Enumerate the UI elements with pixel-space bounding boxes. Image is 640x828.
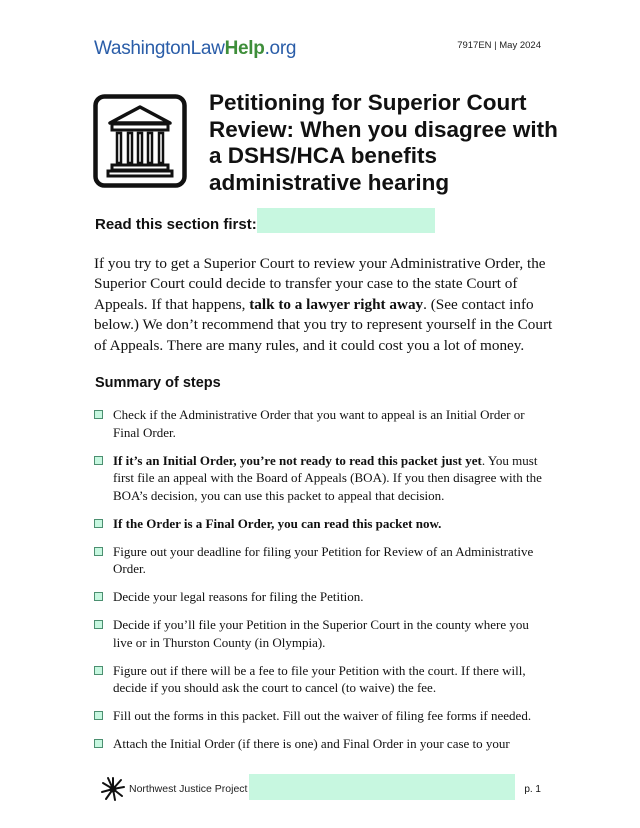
checkbox-icon	[94, 410, 103, 419]
njp-org-name: Northwest Justice Project	[129, 783, 248, 795]
intro-bold: talk to a lawyer right away	[249, 295, 424, 313]
checkbox-icon	[94, 739, 103, 748]
washingtonlawhelp-logo	[94, 38, 296, 60]
step-text: Attach the Initial Order (if there is one) and Final Order in your case to your	[113, 736, 510, 751]
step-text: Check if the Administrative Order that you want to appeal is an Initial Order or Final Order.	[113, 407, 525, 440]
step-text: Figure out if there will be a fee to file your Petition with the court. If there will, decide if you should ask the court to cancel (to waive) the fee.	[113, 662, 526, 695]
step-item	[94, 515, 544, 533]
page-title: Petitioning for Superior Court Review: When you disagree with a DSHS/HCA benefits administrative hearing	[209, 90, 558, 195]
courthouse-icon	[93, 94, 187, 188]
step-text: Figure out your deadline for filing your Petition for Review of an Administrative Order.	[113, 543, 534, 576]
document-id: 7917EN | May 2024	[457, 40, 541, 51]
step-text: . You must first file an appeal with the Board of Appeals (BOA). If you then disagree with the BOA’s decision, you can use this packet to appeal that decision.	[113, 452, 542, 503]
intro-text-2: . (See contact info below.) We don’t recommend that you try to represent yourself in the Court of Appeals. There are many rules, and it could cost you a lot of money.	[94, 295, 553, 354]
page-number: p. 1	[524, 784, 541, 795]
step-item	[94, 452, 544, 505]
step-bold: If it’s an Initial Order, you’re not ready to read this packet just yet	[113, 452, 482, 468]
checkbox-icon	[94, 711, 103, 720]
checkbox-icon	[94, 592, 103, 601]
checkbox-icon	[94, 620, 103, 629]
starburst-icon	[100, 776, 126, 802]
read-first-label: Read this section first:	[95, 216, 257, 233]
step-item	[94, 406, 544, 441]
checkbox-icon	[94, 519, 103, 528]
step-item	[94, 662, 544, 697]
step-item	[94, 707, 544, 725]
checkbox-icon	[94, 456, 103, 465]
intro-paragraph	[94, 254, 554, 356]
step-item	[94, 543, 544, 578]
footer-highlight-box	[249, 774, 515, 800]
highlight-box	[257, 208, 435, 233]
checkbox-icon	[94, 666, 103, 675]
steps-list	[94, 406, 544, 763]
njp-logo	[100, 776, 247, 802]
intro-text-1: If you try to get a Superior Court to review your Administrative Order, the Superior Court could decide to transfer your case to the state Court of Appeals. If that happens,	[94, 255, 546, 313]
step-text: Decide your legal reasons for filing the Petition.	[113, 589, 364, 604]
logo-washingtonlaw: WashingtonLaw	[94, 38, 225, 59]
step-text: Decide if you’ll file your Petition in the Superior Court in the county where you live or in Thurston County (in Olympia).	[113, 617, 529, 650]
step-bold: If the Order is a Final Order, you can read this packet now.	[113, 515, 442, 531]
step-item	[94, 735, 544, 753]
step-item	[94, 616, 544, 651]
logo-help: Help	[224, 38, 265, 59]
checkbox-icon	[94, 547, 103, 556]
step-item	[94, 588, 544, 606]
summary-heading: Summary of steps	[95, 375, 221, 391]
logo-org: .org	[264, 38, 297, 59]
step-text: Fill out the forms in this packet. Fill out the waiver of filing fee forms if needed.	[113, 708, 532, 723]
